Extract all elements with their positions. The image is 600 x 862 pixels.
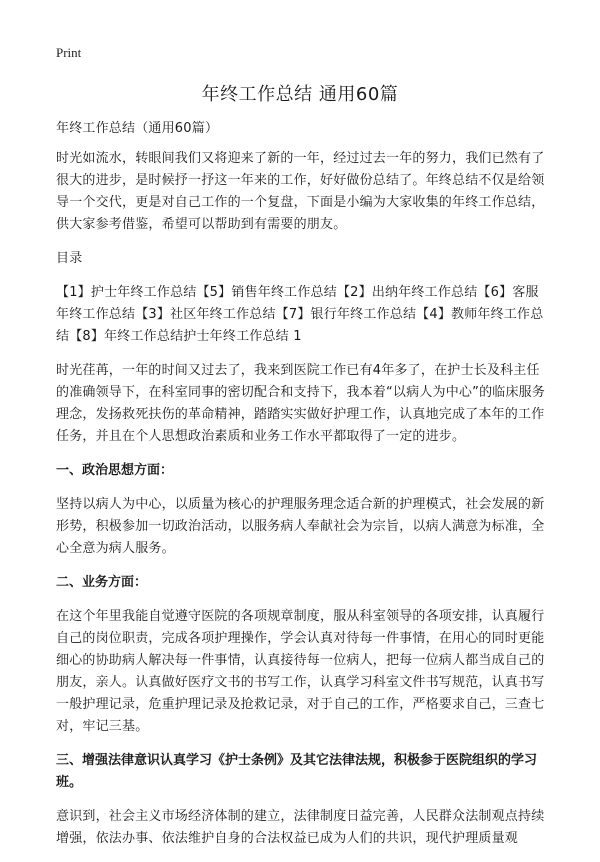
section-heading-2: 二、业务方面： (56, 575, 148, 590)
body-paragraph-1: 时光荏苒，一年的时间又过去了，我来到医院工作已有4年多了，在护士长及科主任的准确领导下，在科室同事的密切配合和支持下，我本着“以病人为中心”的临床服务理念，发扬救死扶伤的革命精神，踏踏实实做好护理工作，认真地完成了本年的工作任务，并且在个人思想政治素质和业务工作水平都取得了一定的进步。 (56, 363, 546, 444)
intro-paragraph: 时光如流水，转眼间我们又将迎来了新的一年，经过过去一年的努力，我们已然有了很大的进步，是时候抒一抒这一年来的工作，好好做份总结了。年终总结不仅是给领导一个交代，更是对自己工作的一个复盘，下面是小编为大家收集的年终工作总结，供大家参考借鉴，希望可以帮助到有需要的朋友。 (56, 151, 545, 232)
body-paragraph-4: 意识到，社会主义市场经济体制的建立，法律制度日益完善，人民群众法制观点持续增强，依法办事、依法维护自身的合法权益已成为人们的共识，现代护理质量观 (56, 809, 545, 846)
section-heading-3: 三、增强法律意识认真学习《护士条例》及其它法律法规，积极参于医院组织的学习班。 (56, 753, 538, 790)
document-body (56, 118, 548, 862)
toc-list: 【1】护士年终工作总结【5】销售年终工作总结【2】出纳年终工作总结【6】客服年终工作总结【3】社区年终工作总结【7】银行年终工作总结【4】教师年终工作总结【8】年终工作总结护士年终工作总结 1 (56, 285, 544, 344)
document-subtitle: 年终工作总结（通用60篇） (56, 121, 219, 136)
toc-label: 目录 (56, 251, 83, 266)
body-paragraph-2: 坚持以病人为中心，以质量为核心的护理服务理念适合新的护理模式，社会发展的新形势，积极参加一切政治活动，以服务病人奉献社会为宗旨，以病人满意为标准，全心全意为病人服务。 (56, 497, 545, 556)
section-heading-1: 一、政治思想方面： (56, 463, 174, 478)
body-paragraph-3: 在这个年里我能自觉遵守医院的各项规章制度，服从科室领导的各项安排，认真履行自己的岗位职责，完成各项护理操作，学会认真对待每一件事情，在用心的同时更能细心的协助病人解决每一件事情，认真接待每一位病人，把每一位病人都当成自己的朋友，亲人。认真做好医疗文书的书写工作，认真学习科室文件书写规范，认真书写一般护理记录，危重护理记录及抢救记录，对于自己的工作，严格要求自己，三查七对，牢记三基。 (56, 609, 545, 734)
document-title: 年终工作总结 通用60篇 (201, 84, 399, 105)
print-link[interactable]: Print (56, 45, 82, 60)
